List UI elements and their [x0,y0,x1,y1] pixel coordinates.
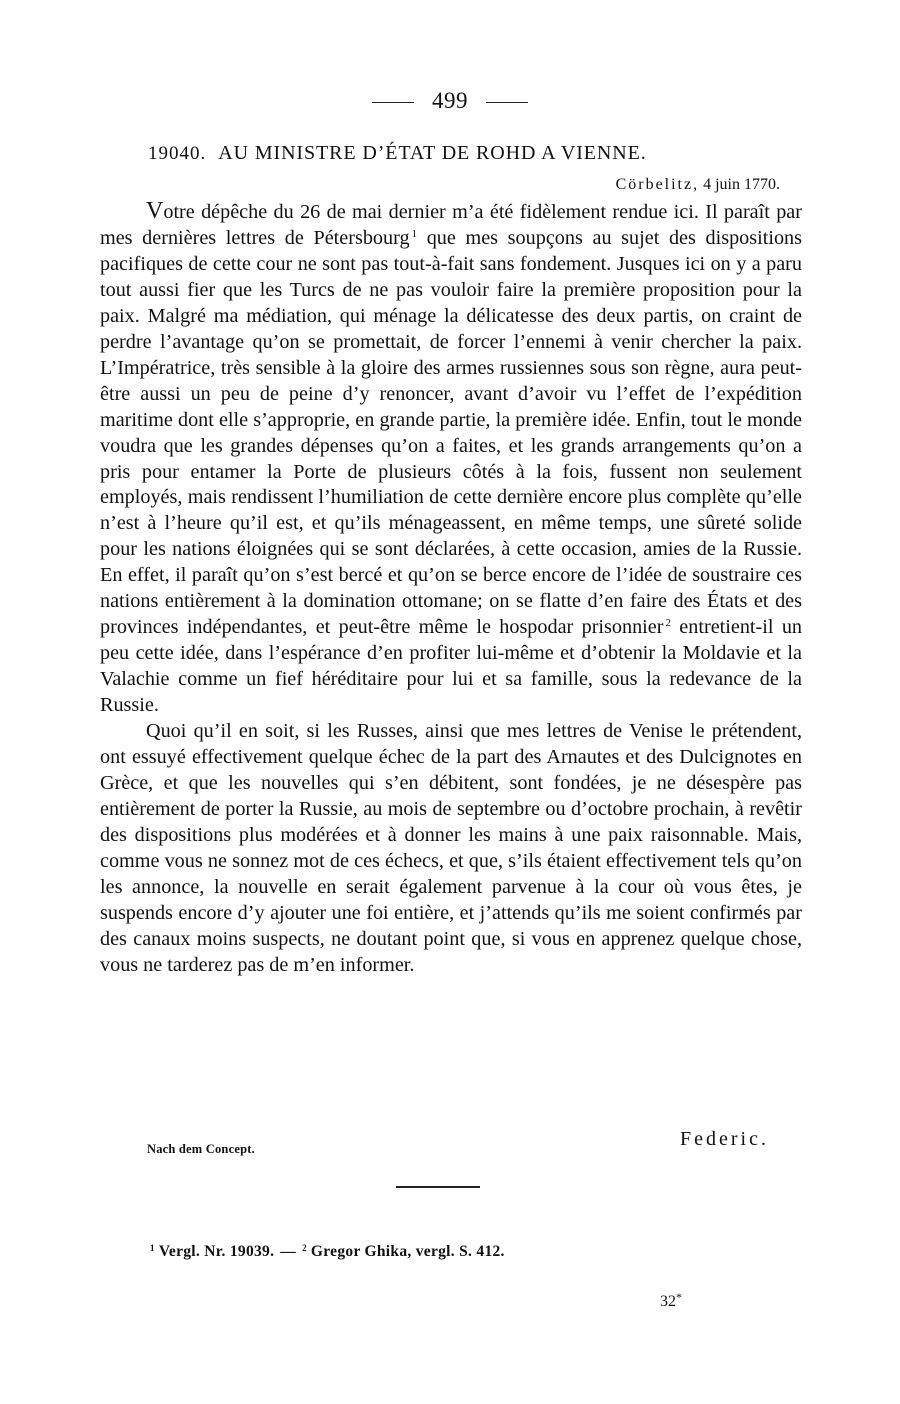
paragraph-1-part-a: Votre dépêche du 26 de mai dernier m’a été fidèlement rendue ici. Il paraît par mes dernières lettres de Pétersbourg [100,198,802,249]
signature: Federic. [680,1128,769,1150]
page-number [0,88,900,114]
paragraph-1-part-b: que mes soupçons au sujet des dispositions pacifiques de cette cour ne sont pas tout-à-fait sans fondement. Jusques ici on y a paru tout aussi fier que les Turcs de ne pas vouloir faire la première proposition pour la paix. Malgré ma médiation, qui ménage la délicatesse des deux partis, on craint de perdre l’avantage qu’on se promettait, de forcer l’ennemi à venir chercher la paix. L’Impératrice, très sensible à la gloire des armes russiennes sous son règne, aura peut-être aussi un peu de peine d’y renoncer, avant d’avoir vu l’effet de l’expédition maritime dont elle s’approprie, en grande partie, la première idée. Enfin, tout le monde voudra que les grandes dépenses qu’on a faites, et les grands arrangements qu’on a pris pour entamer la Porte de plusieurs côtés à la fois, fussent non seulement employés, mais rendissent l’humiliation de cette dernière encore plus complète qu’elle n’est à l’heure qu’il est, et qu’ils ménageassent, en même temps, une sûreté solide pour les nations éloignées qui se sont déclarées, à cette occasion, amies de la Russie. En effet, il paraît qu’on s’est bercé et qu’on se berce encore de l’idée de soustraire ces nations entièrement à la domination ottomane; on se flatte d’en faire des États et des provinces indépendantes, et peut-être même le hospodar prisonnier [100,226,802,639]
signature-mark-number: 32 [660,1293,676,1310]
paragraph-1-part-c: entretient-il un peu cette idée, dans l’espérance d’en profiter lui-même et d’obtenir la Moldavie et la Valachie comme un fief héréditaire pour lui et sa famille, sous la redevance de la Russie. [100,616,803,717]
footnote-ref-1: 1 [411,227,418,240]
paragraph-2: Quoi qu’il en soit, si les Russes, ainsi que mes lettres de Venise le prétendent, ont essuyé effectivement quelque échec de la part des Arnautes et des Dulcignotes en Grèce, et que les nouvelles qui s’en débitent, sont fondées, je ne désespère pas entièrement de porter la Russie, au mois de septembre ou d’octobre prochain, à revêtir des dispositions plus modérées et à donner les mains à une paix raisonnable. Mais, comme vous ne sonnez mot de ces échecs, et que, s’ils étaient effectivement tels qu’on les annonce, la nouvelle en serait également parvenue à la cour où vous êtes, je suspends encore d’y ajouter une foi entière, et j’attends qu’ils me soient confirmés par des canaux moins suspects, ne doutant point que, si vous en apprenez quelque chose, vous ne tarderez pas de m’en informer. [100,720,802,976]
source-note: Nach dem Concept. [147,1142,255,1156]
footnote-divider [396,1186,480,1188]
paragraph-1 [100,199,802,719]
footnote-separator: — [280,1243,297,1260]
letter-title: AU MINISTRE D’ÉTAT DE ROHD A VIENNE. [218,142,647,164]
page-number-value: 499 [432,88,468,113]
dateline-place: Cörbelitz, [615,176,700,193]
page-number-left-dash [372,102,414,104]
footnote-ref-2: 2 [665,617,671,630]
signature-mark-star: * [676,1290,682,1304]
footnote-2-text: Gregor Ghika, vergl. S. 412. [310,1243,505,1260]
footnotes [150,1243,505,1261]
page-number-right-dash [486,102,528,104]
printer-signature-mark [660,1290,682,1311]
dateline-date: 4 juin 1770. [703,176,780,193]
footnote-1-text: Vergl. Nr. 19039. [158,1243,275,1260]
letter-body [100,199,802,979]
dateline [0,176,780,194]
footnote-2-mark: 2 [302,1243,307,1253]
footnote-1-mark: 1 [150,1243,155,1253]
letter-number: 19040. [148,143,207,164]
letter-heading [148,142,788,165]
